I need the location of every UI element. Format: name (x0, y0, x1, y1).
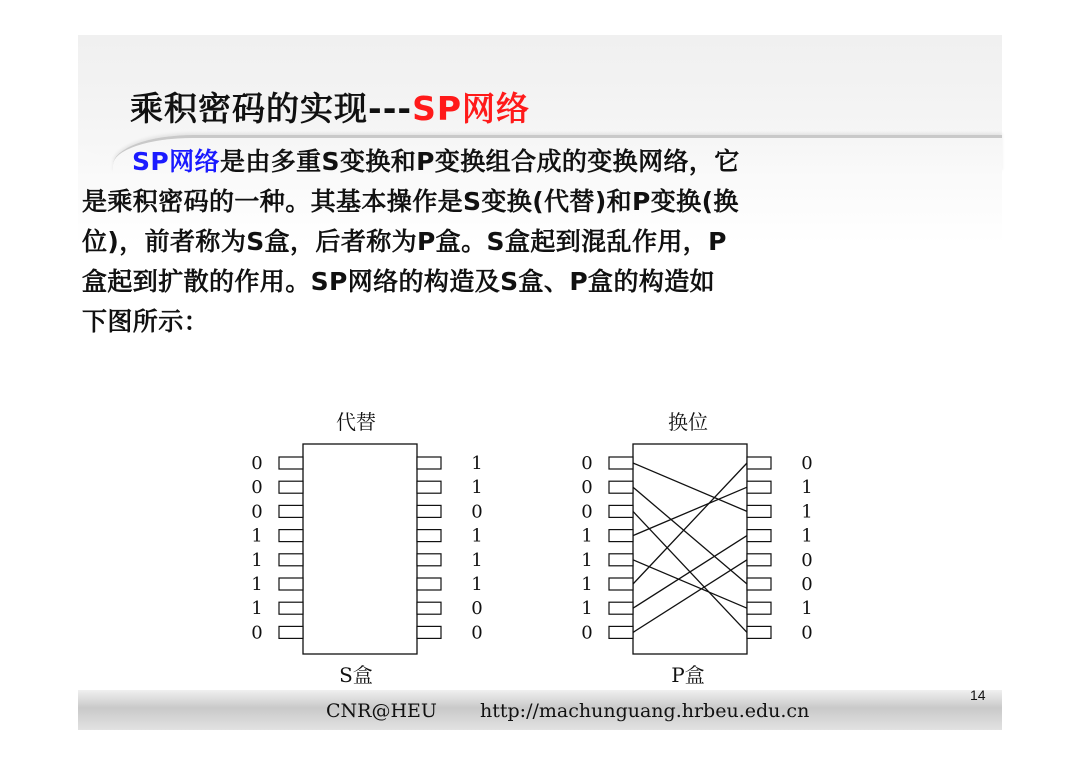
s-box-input-bit: 1 (251, 525, 263, 547)
p-box-output-pin (747, 626, 771, 638)
s-box-output-pin (417, 481, 441, 493)
s-box-output-pin (417, 626, 441, 638)
s-box-input-pin (279, 481, 303, 493)
s-box-bottom-label: S盒 (339, 663, 373, 687)
s-box-input-pin (279, 626, 303, 638)
p-box-input-pin (609, 505, 633, 517)
s-box-input-bit: 1 (251, 574, 263, 595)
p-box-input-pin (609, 481, 633, 493)
s-box-rect (303, 444, 417, 654)
p-box-output-bit: 0 (801, 622, 813, 644)
p-box-output-bit: 0 (801, 574, 813, 595)
p-box-top-label: 换位 (668, 410, 708, 434)
p-box-output-pin (747, 602, 771, 614)
s-box-output-bit: 1 (471, 477, 483, 499)
p-box-output-bit: 1 (801, 477, 813, 499)
p-box-input-pin (609, 602, 633, 614)
p-box-rect (633, 444, 747, 654)
p-box-output-bit: 1 (801, 501, 813, 523)
s-box-input-bit: 0 (251, 453, 263, 474)
s-box-output-pin (417, 554, 441, 566)
paragraph-text: 是乘积密码的一种。其基本操作是S变换(代替)和P变换(换 (82, 187, 739, 216)
paragraph-text: 下图所示： (82, 307, 210, 336)
s-box-output-pin (417, 457, 441, 469)
s-box-output-bit: 0 (471, 501, 483, 523)
p-box-input-bit: 0 (581, 453, 593, 474)
p-box-input-pin (609, 457, 633, 469)
p-box-input-pin (609, 554, 633, 566)
s-box-output-bit: 1 (471, 574, 483, 595)
s-box-input-pin (279, 602, 303, 614)
paragraph-keyword: SP网络 (132, 147, 220, 176)
p-box-input-bit: 1 (581, 549, 593, 571)
p-box-output-pin (747, 530, 771, 542)
s-box-input-pin (279, 457, 303, 469)
p-box-output-bit: 1 (801, 598, 813, 620)
p-box-output-bit: 0 (801, 453, 813, 474)
s-box-input-pin (279, 578, 303, 590)
s-box-output-pin (417, 578, 441, 590)
s-box-input-pin (279, 554, 303, 566)
s-box-output-pin (417, 602, 441, 614)
p-box-output-pin (747, 578, 771, 590)
s-box-diagram (251, 410, 482, 687)
s-box-input-bit: 0 (251, 622, 263, 644)
footer-url: http://machunguang.hrbeu.edu.cn (480, 700, 810, 722)
s-box-input-bit: 0 (251, 477, 263, 499)
p-box-bottom-label: P盒 (671, 663, 705, 687)
s-box-input-pin (279, 505, 303, 517)
p-box-output-pin (747, 457, 771, 469)
paragraph-text: 位)，前者称为S盒，后者称为P盒。S盒起到混乱作用，P (82, 227, 727, 256)
s-box-input-bit: 0 (251, 501, 263, 523)
s-box-input-bit: 1 (251, 598, 263, 620)
s-box-input-bit: 1 (251, 549, 263, 571)
s-box-output-pin (417, 530, 441, 542)
p-box-input-bit: 1 (581, 598, 593, 620)
p-box-input-pin (609, 578, 633, 590)
p-box-input-bit: 0 (581, 501, 593, 523)
p-box-output-pin (747, 505, 771, 517)
p-box-output-bit: 0 (801, 549, 813, 571)
paragraph-text: 盒起到扩散的作用。SP网络的构造及S盒、P盒的构造如 (82, 267, 716, 296)
p-box-input-bit: 1 (581, 525, 593, 547)
p-box-input-bit: 1 (581, 574, 593, 595)
s-box-input-pin (279, 530, 303, 542)
s-box-top-label: 代替 (336, 410, 376, 434)
s-box-output-bit: 0 (471, 598, 483, 620)
p-box-input-bit: 0 (581, 622, 593, 644)
s-box-output-pin (417, 505, 441, 517)
s-box-output-bit: 1 (471, 453, 483, 474)
paragraph-text: 是由多重S变换和P变换组合成的变换网络，它 (219, 147, 740, 176)
p-box-output-pin (747, 554, 771, 566)
s-box-output-bit: 1 (471, 549, 483, 571)
p-box-input-bit: 0 (581, 477, 593, 499)
s-box-output-bit: 0 (471, 622, 483, 644)
title-highlight: SP网络 (412, 89, 531, 128)
footer-left: CNR@HEU (326, 700, 437, 722)
p-box-input-pin (609, 530, 633, 542)
p-box-output-pin (747, 481, 771, 493)
p-box-output-bit: 1 (801, 525, 813, 547)
p-box-input-pin (609, 626, 633, 638)
title-main: 乘积密码的实现--- (130, 89, 413, 128)
page-number: 14 (970, 687, 986, 703)
s-box-output-bit: 1 (471, 525, 483, 547)
p-box-diagram (581, 410, 812, 687)
